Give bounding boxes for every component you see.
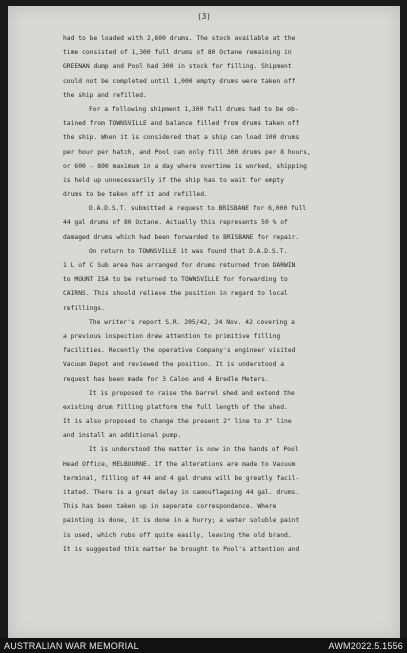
- text-line: the ship and refilled.: [63, 91, 147, 99]
- text-line: is used, which rubs off quite easily, leaving the old brand.: [63, 531, 292, 539]
- text-line: On return to TOWNSVILLE it was found that D.A.D.S.T.: [89, 247, 288, 255]
- text-line: 1 L of C Sub area has arranged for drums returned from DARWIN: [63, 262, 296, 269]
- text-line: painting is done, it is done in a hurry; a water soluble paint: [63, 517, 300, 525]
- text-line: 44 gal drums of 80 Octane. Actually this represents 50 % of: [63, 219, 288, 227]
- text-line: Vacuum Depot and reviewed the position. It is understood a: [63, 361, 285, 369]
- archive-name: AUSTRALIAN WAR MEMORIAL: [4, 640, 139, 651]
- text-line: CAIRNS. This should relieve the position in regard to local: [63, 290, 288, 298]
- text-line: D.A.D.S.T. submitted a request to BRISBANE for 6,000 full: [89, 205, 307, 213]
- text-line: time consisted of 1,300 full drums of 80 Octane remaining in: [63, 49, 292, 57]
- page-number: (3): [197, 12, 211, 21]
- text-line: It is proposed to raise the barrel shed and extend the: [89, 389, 295, 397]
- text-line: could not be completed until 1,000 empty drums were taken off: [63, 77, 296, 85]
- text-line: had to be loaded with 2,600 drums. The stock available at the: [63, 35, 296, 42]
- text-line: drums to be taken off it and refilled.: [63, 191, 208, 199]
- text-line: It is understood the matter is now in the hands of Pool: [89, 446, 299, 454]
- text-line: the ship. When it is considered that a ship can load 100 drums: [63, 134, 300, 142]
- document-page: [8, 6, 400, 638]
- text-line: and install an additional pump.: [63, 432, 182, 440]
- text-line: a previous inspection drew attention to primitive filling: [63, 332, 281, 340]
- text-line: per hour per hatch, and Pool can only fill 300 drums per 8 hours,: [63, 148, 311, 156]
- text-line: damaged drums which had been forwarded to BRISBANE for repair.: [63, 233, 300, 241]
- text-line: itated. There is a great delay in camouflageing 44 gal. drums.: [63, 489, 300, 496]
- text-line: is held up unnecessarily if the ship has to wait for empty: [63, 176, 285, 184]
- text-line: request has been made for 3 Caloo and 4 Bredle Meters.: [63, 375, 269, 383]
- text-line: to MOUNT ISA to be returned to TOWNSVILLE for forwarding to: [63, 276, 288, 284]
- text-line: or 600 - 800 maximum in a day where overtime is worked, shipping: [63, 162, 307, 170]
- text-line: tained from TOWNSVILLE and balance filled from drums taken off: [63, 120, 300, 128]
- text-line: facilities. Recently the operative Company's engineer visited: [63, 347, 296, 355]
- text-line: refillings.: [63, 304, 105, 312]
- text-line: Head Office, MELBOURNE. If the alterations are made to Vacuum: [63, 460, 296, 468]
- archive-footer: [0, 638, 407, 653]
- text-line: terminal, filling of 44 and 4 gal drums will be greatly facil-: [63, 474, 300, 482]
- text-line: existing drum filling platform the full length of the shed.: [63, 403, 288, 411]
- typed-body-text: [63, 32, 381, 557]
- text-line: It is suggested this matter be brought to Pool's attention and: [63, 545, 300, 553]
- text-line: For a following shipment 1,300 full drums had to be ob-: [89, 105, 299, 113]
- text-line: It is also proposed to change the present 2" line to 3" line: [63, 418, 292, 426]
- text-line: This has been taken up in seperate correspondence. Where: [63, 503, 277, 511]
- text-line: GREENAN dump and Pool had 300 in stock for filling. Shipment: [63, 63, 292, 71]
- archive-reference: AWM2022.5.1556: [328, 640, 403, 651]
- text-line: The writer's report S.R. 205/42, 24 Nov. 42 covering a: [89, 318, 295, 326]
